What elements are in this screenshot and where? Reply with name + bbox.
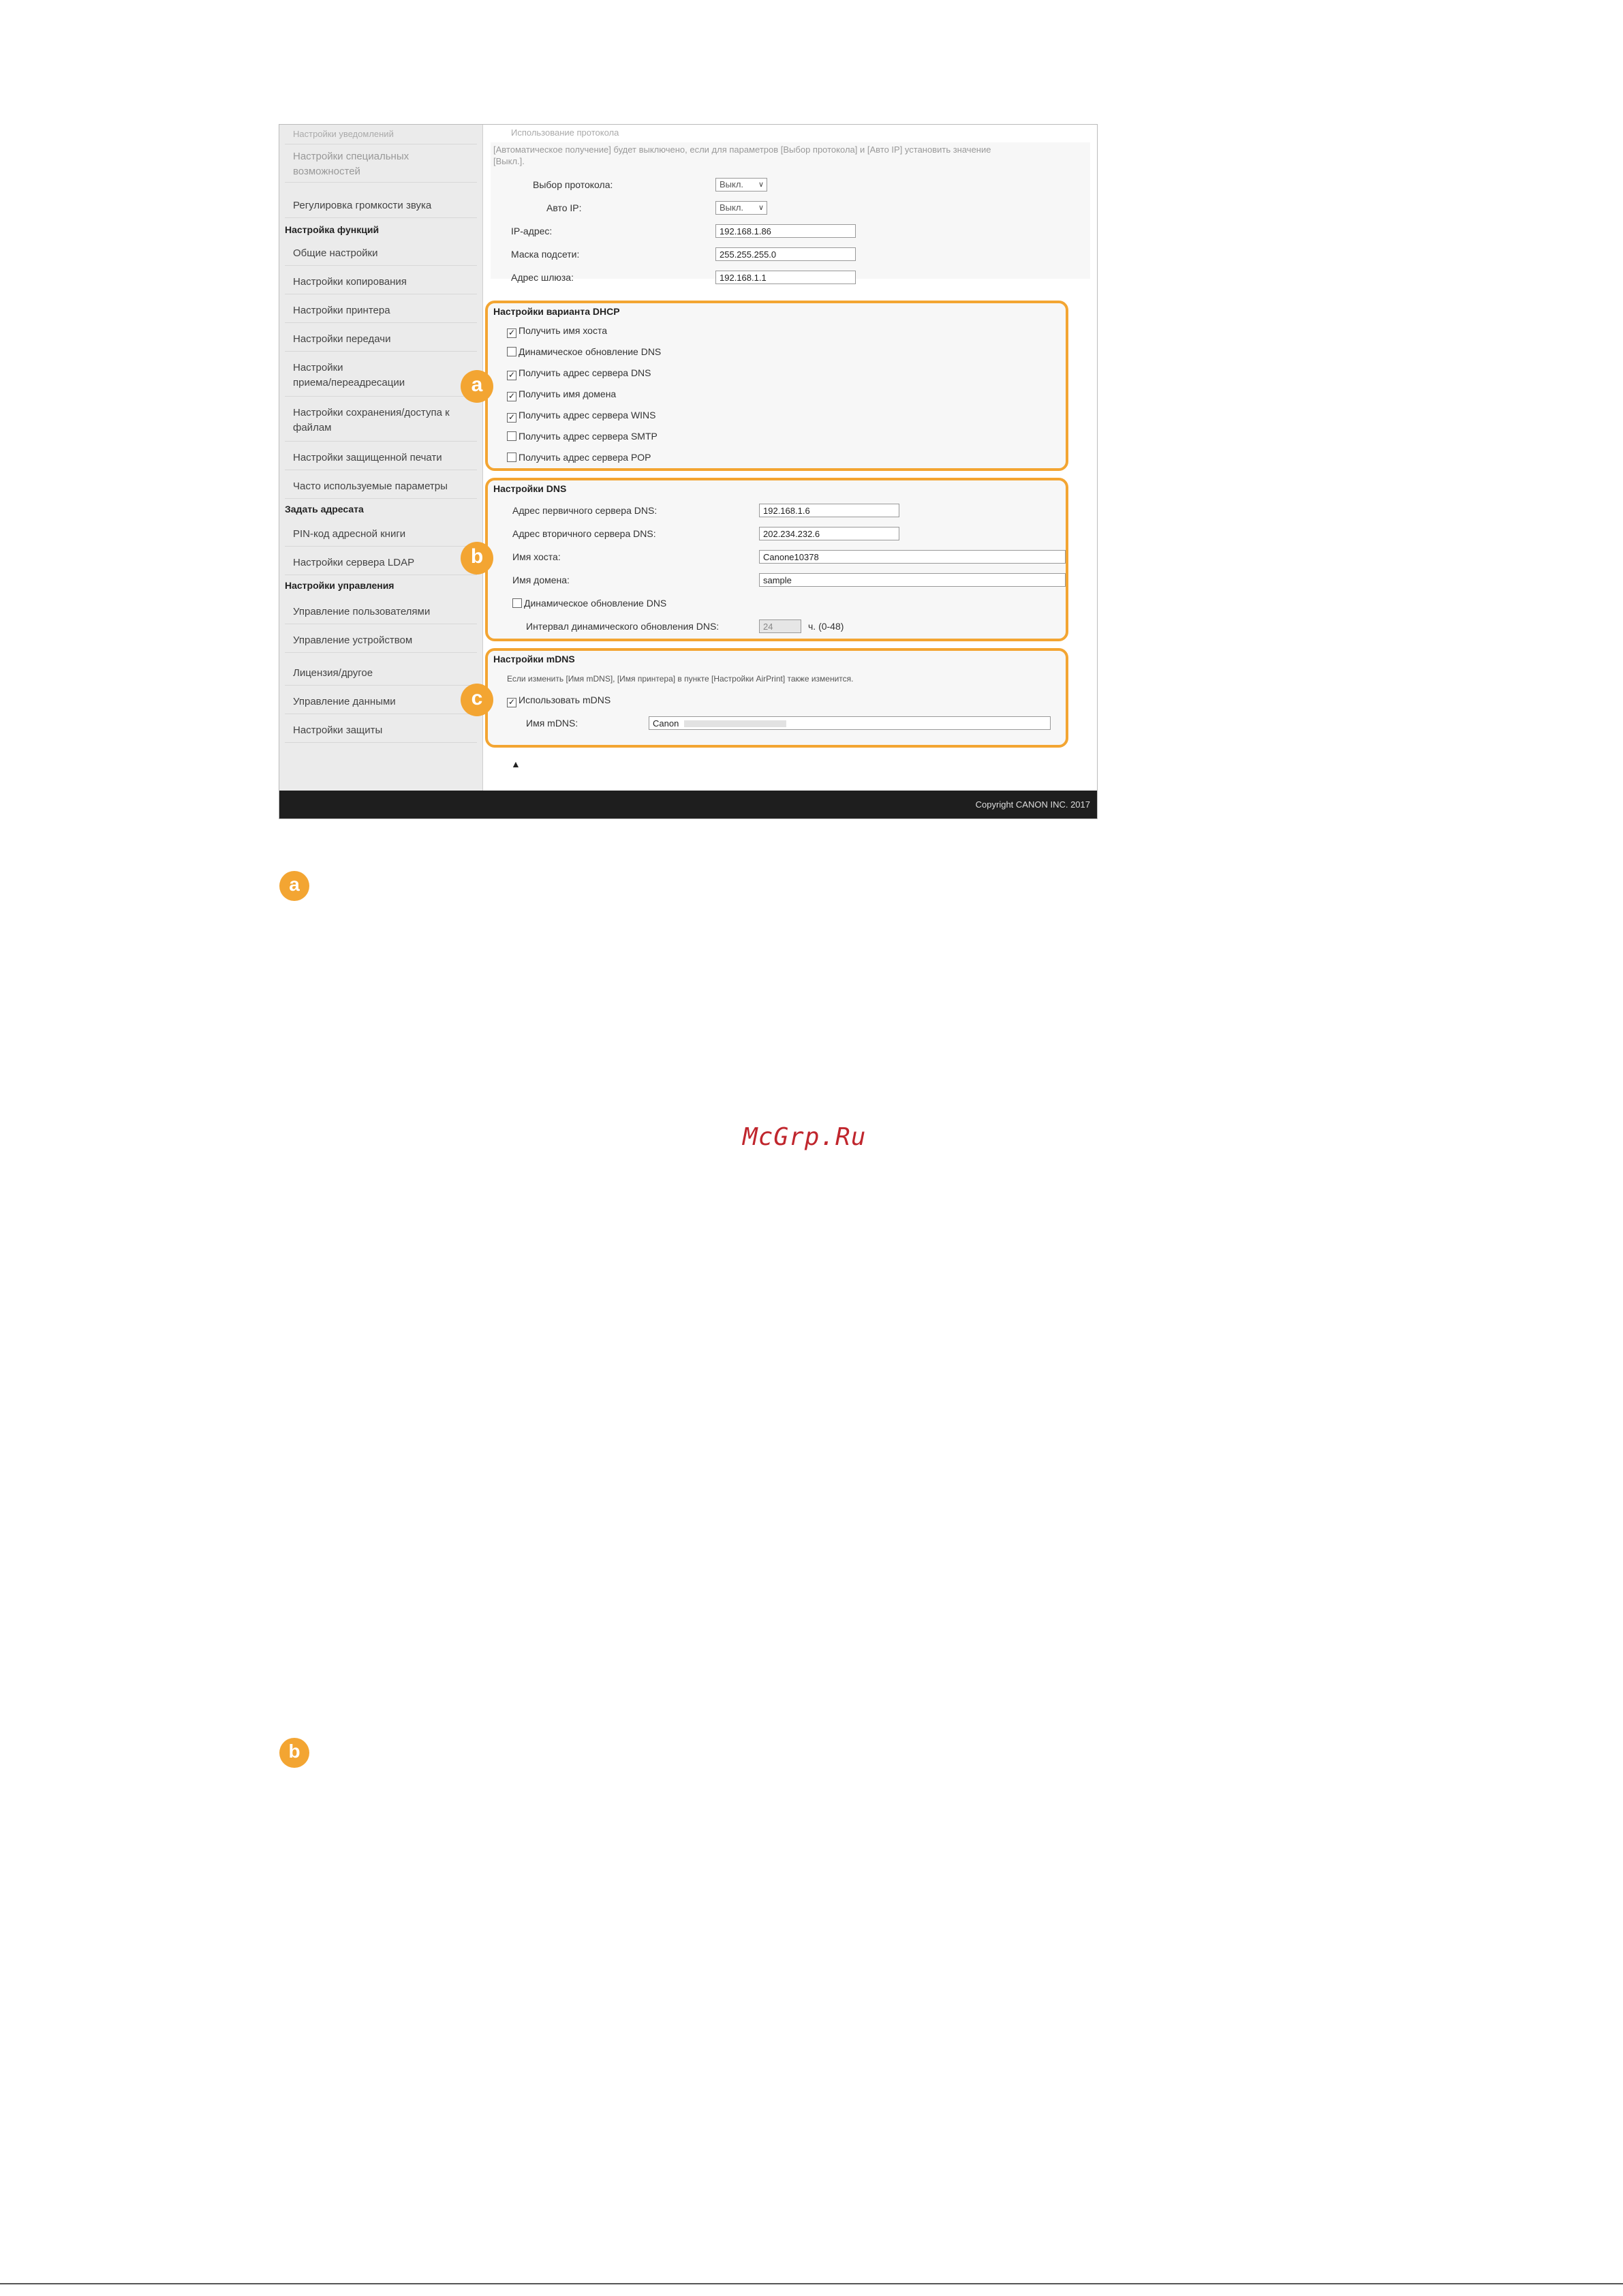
legend-marker-b-icon: b	[279, 1738, 309, 1768]
dhcp-title: Настройки варианта DHCP	[493, 306, 620, 317]
mdns-note: Если изменить [Имя mDNS], [Имя принтера] в пункте [Настройки AirPrint] также изменится.	[507, 674, 854, 684]
chevron-down-icon: ∨	[758, 204, 764, 212]
subnet-mask-field[interactable]: 255.255.255.0	[715, 247, 856, 261]
mask-label: Маска подсети:	[511, 249, 580, 260]
legend-marker-a-icon: a	[279, 871, 309, 901]
dns-primary-label: Адрес первичного сервера DNS:	[512, 505, 658, 516]
ip-address-field[interactable]: 192.168.1.86	[715, 224, 856, 238]
checkbox-icon: ✓	[508, 697, 516, 707]
dhcp-options-group	[485, 301, 1068, 471]
checkbox-icon: ✓	[508, 370, 516, 380]
dns-interval-field[interactable]: 24	[759, 619, 801, 633]
protocol-label: Выбор протокола:	[533, 179, 613, 190]
page-top-icon[interactable]: ▲	[511, 759, 521, 769]
checkbox-icon	[512, 598, 522, 608]
checkbox-icon	[507, 431, 516, 441]
dns-title: Настройки DNS	[493, 483, 567, 494]
dns-settings-group	[485, 478, 1068, 641]
dns-interval-unit: ч. (0-48)	[808, 621, 844, 632]
domain-name-field[interactable]: sample	[759, 573, 1066, 587]
sidebar-item-store-access[interactable]: Настройки сохранения/доступа к файлам	[293, 407, 450, 433]
sidebar-item-send[interactable]: Настройки передачи	[293, 333, 391, 345]
gateway-label: Адрес шлюза:	[511, 272, 574, 283]
mdns-settings-group	[485, 648, 1068, 748]
faint-header: Использование протокола	[511, 127, 619, 138]
sidebar-item-users[interactable]: Управление пользователями	[293, 606, 431, 617]
host-name-label: Имя хоста:	[512, 551, 561, 562]
dns-interval-label: Интервал динамического обновления DNS:	[526, 621, 720, 632]
sidebar-item-secure-print[interactable]: Настройки защищенной печати	[293, 452, 442, 463]
marker-c-icon: c	[461, 684, 493, 716]
sidebar-section-destination: Задать адресата	[285, 504, 364, 515]
ip-label: IP-адрес:	[511, 226, 553, 236]
sidebar-item-receive[interactable]: Настройки приема/переадресации	[293, 362, 405, 388]
mdns-use-checkbox[interactable]: ✓ Использовать mDNS	[508, 694, 611, 707]
sidebar-item-device[interactable]: Управление устройством	[293, 634, 413, 646]
marker-a-icon: a	[461, 370, 493, 403]
screenshot-frame	[279, 124, 1098, 819]
watermark: McGrp.Ru	[743, 1123, 867, 1151]
sidebar-item-favorites[interactable]: Часто используемые параметры	[293, 480, 448, 492]
copyright: Copyright CANON INC. 2017	[975, 799, 1090, 810]
chevron-down-icon: ∨	[758, 181, 764, 189]
domain-name-label: Имя домена:	[512, 575, 570, 585]
sidebar-faint-item: Настройки уведомлений	[293, 129, 394, 139]
gateway-address-field[interactable]: 192.168.1.1	[715, 271, 856, 284]
sidebar-section-management: Настройки управления	[285, 580, 395, 591]
sidebar-item-address-pin[interactable]: PIN-код адресной книги	[293, 528, 406, 540]
autoip-select[interactable]: Выкл. ∨	[715, 201, 767, 215]
dns-secondary-field[interactable]: 202.234.232.6	[759, 527, 899, 540]
checkbox-icon: ✓	[508, 412, 516, 422]
sidebar-item-ldap[interactable]: Настройки сервера LDAP	[293, 557, 415, 568]
mdns-name-label: Имя mDNS:	[526, 718, 578, 729]
sidebar-item-security[interactable]: Настройки защиты	[293, 724, 383, 736]
dhcp-option-dyn-dns[interactable]: Динамическое обновление DNS	[507, 346, 661, 357]
checkbox-icon: ✓	[508, 391, 516, 401]
protocol-select[interactable]: Выкл. ∨	[715, 178, 767, 192]
marker-b-icon: b	[461, 542, 493, 575]
main-content	[484, 125, 1097, 793]
autoip-label: Авто IP:	[546, 202, 582, 213]
sidebar-item-copy[interactable]: Настройки копирования	[293, 276, 407, 288]
sidebar-item-data[interactable]: Управление данными	[293, 696, 396, 707]
checkbox-icon: ✓	[508, 328, 516, 337]
mdns-name-field[interactable]: Canon	[649, 716, 1051, 730]
dhcp-option-domain[interactable]: ✓ Получить имя домена	[508, 388, 617, 401]
dhcp-option-hostname[interactable]: ✓ Получить имя хоста	[508, 325, 608, 337]
dhcp-option-smtp[interactable]: Получить адрес сервера SMTP	[507, 431, 658, 442]
sidebar-item-volume[interactable]: Регулировка громкости звука	[293, 200, 432, 211]
dns-dynamic-update-checkbox[interactable]: Динамическое обновление DNS	[512, 598, 666, 609]
dhcp-option-dns-server[interactable]: ✓ Получить адрес сервера DNS	[508, 367, 651, 380]
sidebar-item-license[interactable]: Лицензия/другое	[293, 667, 373, 679]
mdns-title: Настройки mDNS	[493, 654, 575, 664]
sidebar-item-accessibility[interactable]: Настройки специальных возможностей	[293, 151, 409, 177]
page-bottom-rule	[0, 2283, 1623, 2284]
host-name-field[interactable]: Canone10378	[759, 550, 1066, 564]
sidebar	[279, 125, 483, 793]
sidebar-item-general[interactable]: Общие настройки	[293, 247, 378, 259]
auto-ip-note: [Автоматическое получение] будет выключено, если для параметров [Выбор протокола] и [Авто IP] установить значение [Выкл.].	[493, 144, 991, 166]
dns-secondary-label: Адрес вторичного сервера DNS:	[512, 528, 656, 539]
dns-primary-field[interactable]: 192.168.1.6	[759, 504, 899, 517]
sidebar-item-printer[interactable]: Настройки принтера	[293, 305, 390, 316]
footer-bar	[279, 791, 1097, 818]
dhcp-option-wins[interactable]: ✓ Получить адрес сервера WINS	[508, 410, 656, 422]
dhcp-option-pop[interactable]: Получить адрес сервера POP	[507, 452, 651, 463]
checkbox-icon	[507, 453, 516, 462]
sidebar-section-functions: Настройка функций	[285, 224, 380, 235]
checkbox-icon	[507, 347, 516, 356]
